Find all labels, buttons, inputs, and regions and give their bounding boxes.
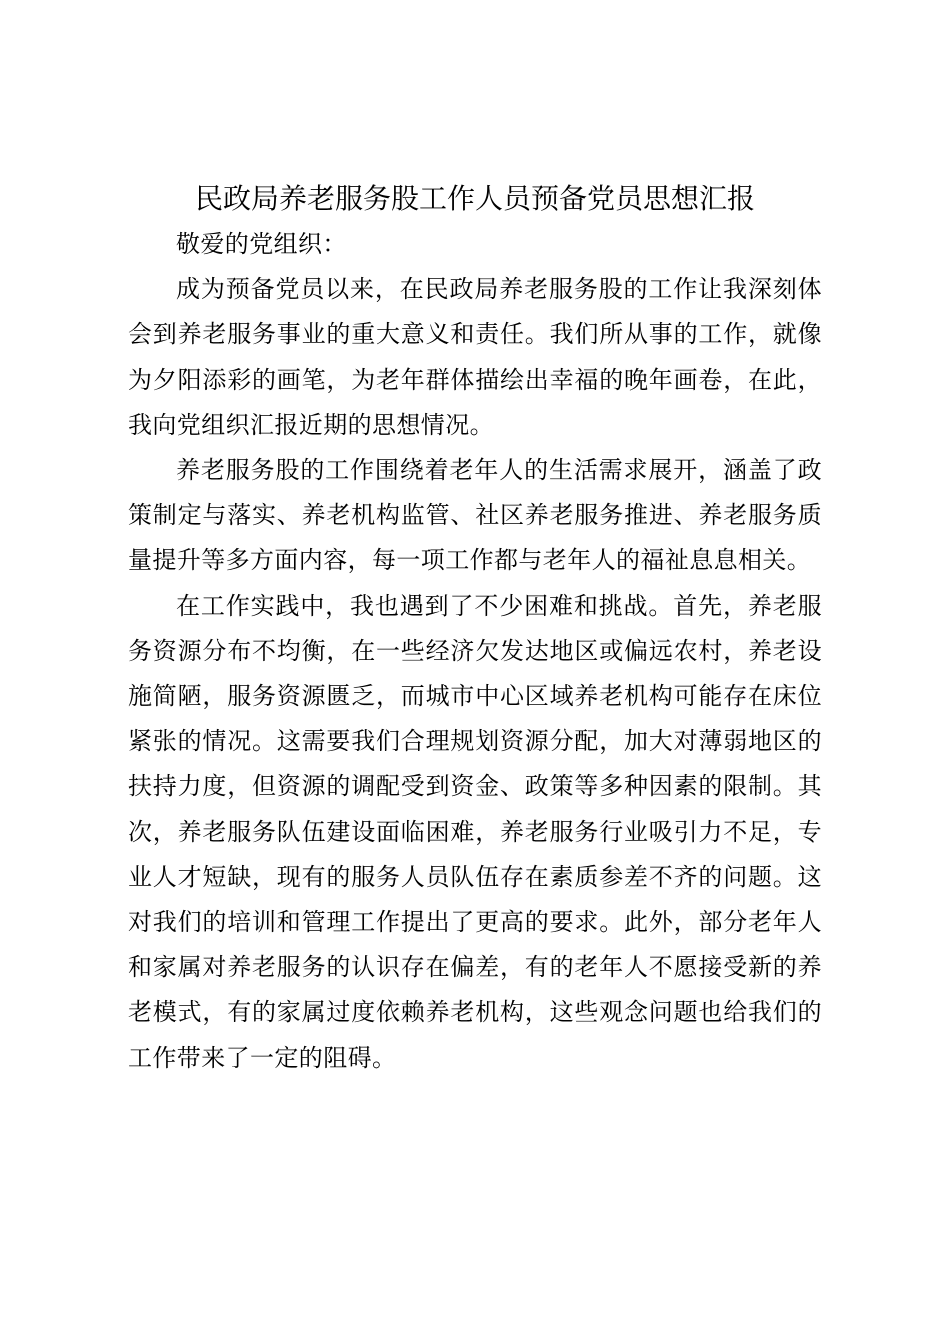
paragraph: 养老服务股的工作围绕着老年人的生活需求展开，涵盖了政策制定与落实、养老机构监管、社区养老服务推进、养老服务质量提升等多方面内容，每一项工作都与老年人的福祉息息相关。 [128,456,822,575]
document-title: 民政局养老服务股工作人员预备党员思想汇报 [194,182,755,215]
paragraph: 成为预备党员以来，在民政局养老服务股的工作让我深刻体会到养老服务事业的重大意义和责任。我们所从事的工作，就像为夕阳添彩的画笔，为老年群体描绘出幸福的晚年画卷，在此，我向党组织汇报近期的思想情况。 [128,275,822,439]
document-body [128,222,822,1081]
paragraph: 在工作实践中，我也遇到了不少困难和挑战。首先，养老服务资源分布不均衡，在一些经济欠发达地区或偏远农村，养老设施简陋，服务资源匮乏，而城市中心区域养老机构可能存在床位紧张的情况。这需要我们合理规划资源分配，加大对薄弱地区的扶持力度，但资源的调配受到资金、政策等多种因素的限制。其次，养老服务队伍建设面临困难，养老服务行业吸引力不足，专业人才短缺，现有的服务人员队伍存在素质参差不齐的问题。这对我们的培训和管理工作提出了更高的要求。此外，部分老年人和家属对养老服务的认识存在偏差，有的老年人不愿接受新的养老模式，有的家属过度依赖养老机构，这些观念问题也给我们的工作带来了一定的阻碍。 [128,591,822,1072]
salutation: 敬爱的党组织： [176,230,347,258]
